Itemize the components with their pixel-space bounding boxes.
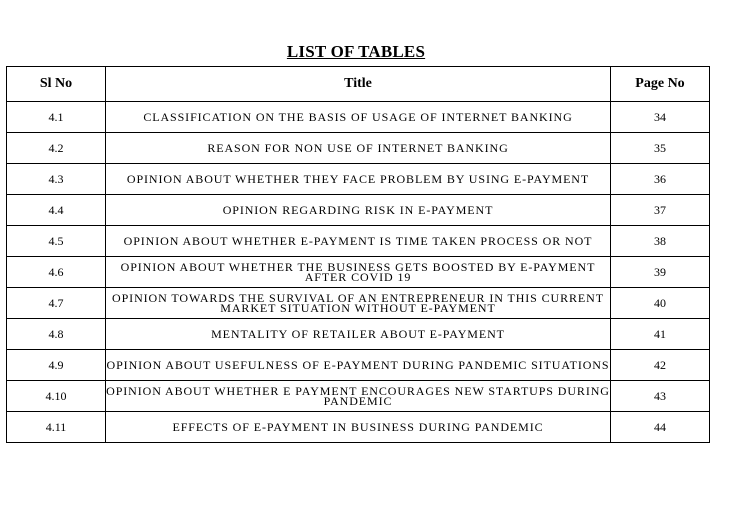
sl-no-cell: 4.7	[7, 288, 106, 319]
title-cell: OPINION ABOUT USEFULNESS OF E-PAYMENT DURING PANDEMIC SITUATIONS	[106, 350, 611, 381]
sl-no-cell: 4.11	[7, 412, 106, 443]
table-row	[7, 257, 710, 288]
sl-no-cell: 4.6	[7, 257, 106, 288]
column-header-sl-no: Sl No	[7, 67, 106, 102]
table-row	[7, 350, 710, 381]
table-row	[7, 226, 710, 257]
sl-no-cell: 4.10	[7, 381, 106, 412]
title-cell: EFFECTS OF E-PAYMENT IN BUSINESS DURING PANDEMIC	[106, 412, 611, 443]
sl-no-cell: 4.5	[7, 226, 106, 257]
page-no-cell: 41	[611, 319, 710, 350]
sl-no-cell: 4.1	[7, 102, 106, 133]
sl-no-cell: 4.9	[7, 350, 106, 381]
title-cell: REASON FOR NON USE OF INTERNET BANKING	[106, 133, 611, 164]
sl-no-cell: 4.3	[7, 164, 106, 195]
table-row	[7, 319, 710, 350]
page-no-cell: 36	[611, 164, 710, 195]
title-cell: OPINION ABOUT WHETHER THEY FACE PROBLEM BY USING E-PAYMENT	[106, 164, 611, 195]
page-no-cell: 42	[611, 350, 710, 381]
table-row	[7, 195, 710, 226]
title-cell: OPINION ABOUT WHETHER THE BUSINESS GETS BOOSTED BY E-PAYMENT AFTER COVID 19	[106, 257, 611, 288]
table-header-row	[7, 67, 710, 102]
table-row	[7, 102, 710, 133]
table-row	[7, 164, 710, 195]
column-header-title: Title	[106, 67, 611, 102]
table-row	[7, 133, 710, 164]
title-cell: OPINION TOWARDS THE SURVIVAL OF AN ENTREPRENEUR IN THIS CURRENT MARKET SITUATION WITHOUT E-PAYMENT	[106, 288, 611, 319]
table-row	[7, 381, 710, 412]
page-no-cell: 40	[611, 288, 710, 319]
title-cell: OPINION ABOUT WHETHER E-PAYMENT IS TIME TAKEN PROCESS OR NOT	[106, 226, 611, 257]
page-no-cell: 39	[611, 257, 710, 288]
table-row	[7, 412, 710, 443]
page-title: LIST OF TABLES	[286, 42, 426, 61]
page-no-cell: 43	[611, 381, 710, 412]
sl-no-cell: 4.4	[7, 195, 106, 226]
sl-no-cell: 4.8	[7, 319, 106, 350]
title-cell: CLASSIFICATION ON THE BASIS OF USAGE OF INTERNET BANKING	[106, 102, 611, 133]
page-no-cell: 44	[611, 412, 710, 443]
title-cell: MENTALITY OF RETAILER ABOUT E-PAYMENT	[106, 319, 611, 350]
list-of-tables	[6, 66, 710, 443]
table-row	[7, 288, 710, 319]
title-cell: OPINION ABOUT WHETHER E PAYMENT ENCOURAGES NEW STARTUPS DURING PANDEMIC	[106, 381, 611, 412]
page-no-cell: 35	[611, 133, 710, 164]
sl-no-cell: 4.2	[7, 133, 106, 164]
page-no-cell: 38	[611, 226, 710, 257]
page-no-cell: 34	[611, 102, 710, 133]
column-header-page-no: Page No	[611, 67, 710, 102]
title-cell: OPINION REGARDING RISK IN E-PAYMENT	[106, 195, 611, 226]
page-no-cell: 37	[611, 195, 710, 226]
